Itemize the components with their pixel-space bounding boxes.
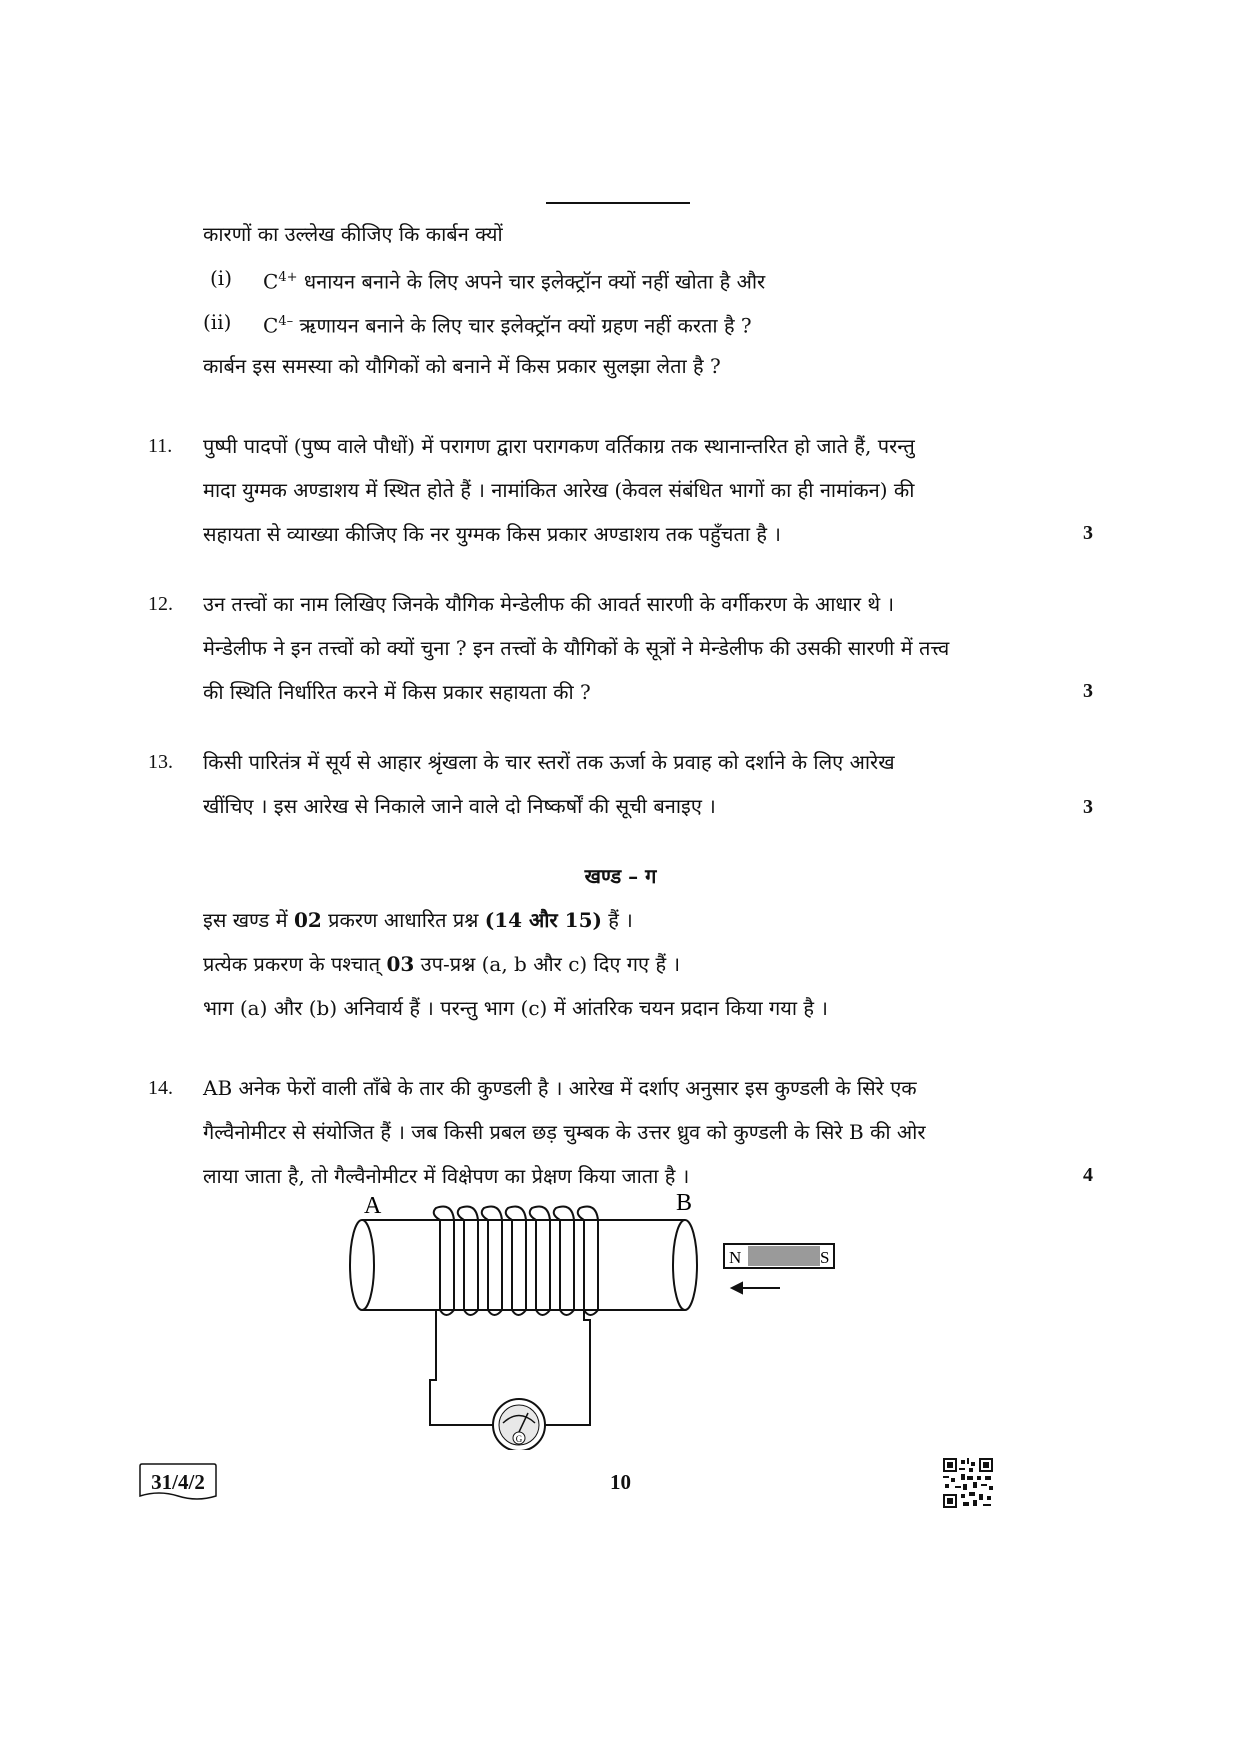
section-instruction: प्रत्येक प्रकरण के पश्चात् 03 उप-प्रश्न (a, b और c) दिए गए हैं । [203,952,681,976]
section-instruction: भाग (a) और (b) अनिवार्य हैं । परन्तु भाग (c) में आंतरिक चयन प्रदान किया गया है । [203,996,828,1020]
marks: 3 [1083,522,1093,544]
top-rule [546,202,690,204]
question-line: खींचिए । इस आरेख से निकाले जाने वाले दो निष्कर्षों की सूची बनाइए । [203,794,716,818]
item-ii [263,308,752,340]
item-i-text: धनायन बनाने के लिए अपने चार इलेक्ट्रॉन क्यों नहीं खोता है और [297,269,766,294]
magnet-south: S [820,1248,830,1267]
section-heading: खण्ड – ग [584,864,657,888]
question-line: लाया जाता है, तो गैल्वैनोमीटर में विक्षेपण का प्रेक्षण किया जाता है । [203,1164,690,1188]
paper-code-text: 31/4/2 [151,1470,205,1494]
intro-line: कार्बन इस समस्या को यौगिकों को बनाने में किस प्रकार सुलझा लेता है ? [203,354,721,378]
carbon-symbol: C [263,313,279,338]
question-line: AB अनेक फेरों वाली ताँबे के तार की कुण्डली है । आरेख में दर्शाए अनुसार इस कुण्डली के सिरे एक [203,1076,917,1100]
charge-sup: 4+ [278,270,298,285]
section-instruction: इस खण्ड में 02 प्रकरण आधारित प्रश्न (14 और 15) हैं । [203,908,633,932]
label-a: A [364,1193,382,1219]
question-line: उन तत्त्वों का नाम लिखिए जिनके यौगिक मेन्डेलीफ की आवर्त सारणी के वर्गीकरण के आधार थे । [203,592,895,616]
coil-turns [434,1207,598,1316]
label-b: B [676,1190,693,1216]
question-line: की स्थिति निर्धारित करने में किस प्रकार सहायता की ? [203,680,591,704]
coil-cylinder [350,1220,697,1310]
question-number: 13. [148,751,173,773]
intro-line: कारणों का उल्लेख कीजिए कि कार्बन क्यों [203,222,503,246]
page-number: 10 [610,1470,631,1494]
marks: 3 [1083,796,1093,818]
question-number: 11. [148,435,173,457]
motion-arrow [732,1283,780,1293]
question-number: 14. [148,1077,173,1099]
charge-sup: 4– [278,314,294,329]
coil-galvanometer-diagram [340,1180,840,1450]
item-i [263,264,765,296]
item-ii-text: ऋणायन बनाने के लिए चार इलेक्ट्रॉन क्यों ग्रहण नहीं करता है ? [293,313,752,338]
question-line: सहायता से व्याख्या कीजिए कि नर युग्मक किस प्रकार अण्डाशय तक पहुँचता है । [203,522,781,546]
bar-magnet [724,1244,834,1268]
item-ii-label: (ii) [203,310,232,334]
galvanometer-label: G [515,1434,523,1444]
question-line: मादा युग्मक अण्डाशय में स्थित होते हैं । नामांकित आरेख (केवल संबंधित भागों का ही नामांकन) की [203,478,915,502]
carbon-symbol: C [263,269,279,294]
marks: 4 [1083,1164,1093,1186]
question-line: पुष्पी पादपों (पुष्प वाले पौधों) में परागण द्वारा परागकण वर्तिकाग्र तक स्थानान्तरित हो जाते हैं, परन्तु [203,434,915,458]
question-line: गैल्वैनोमीटर से संयोजित हैं । जब किसी प्रबल छड़ चुम्बक के उत्तर ध्रुव को कुण्डली के सिरे B की ओर [203,1120,926,1144]
qr-code-icon [943,1458,993,1508]
question-line: मेन्डेलीफ ने इन तत्त्वों को क्यों चुना ? इन तत्त्वों के यौगिकों के सूत्रों ने मेन्डेलीफ की उसकी सारणी में तत्त्व [203,636,950,660]
question-line: किसी पारितंत्र में सूर्य से आहार श्रृंखला के चार स्तरों तक ऊर्जा के प्रवाह को दर्शाने के लिए आरेख [203,750,895,774]
marks: 3 [1083,680,1093,702]
galvanometer [493,1399,545,1450]
magnet-north: N [729,1248,742,1267]
item-i-label: (i) [210,266,233,290]
question-number: 12. [148,593,173,615]
